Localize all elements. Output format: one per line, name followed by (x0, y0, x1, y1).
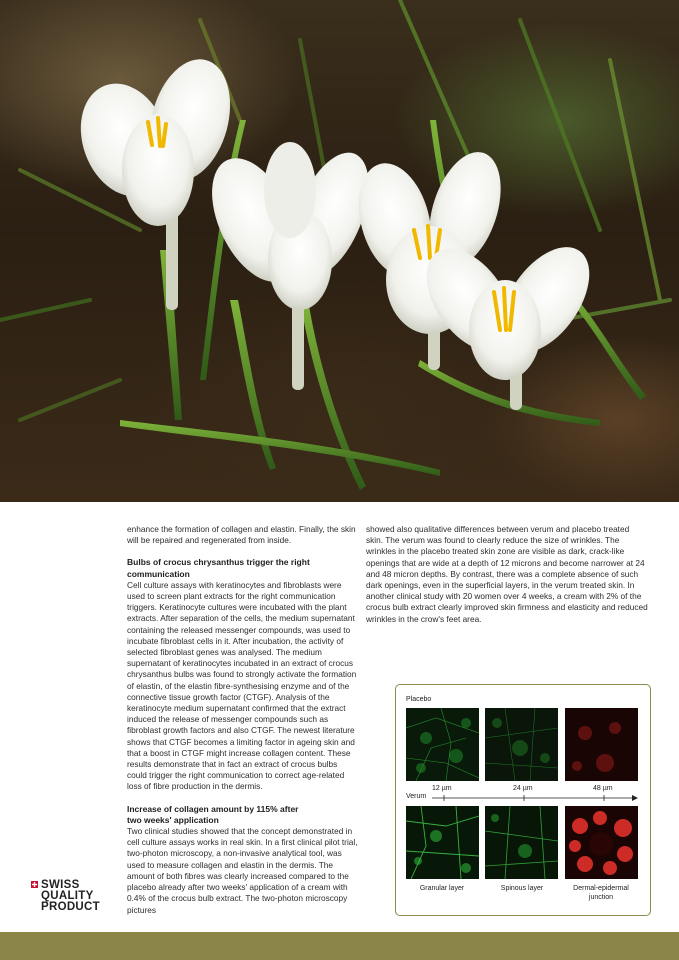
section1-heading: Bulbs of crocus chrysanthus trigger the right communication (127, 557, 310, 579)
logo-line-1: SWISS (41, 879, 80, 891)
verum-spinous-image (485, 806, 558, 879)
verum-label: Verum (406, 793, 427, 800)
intro-paragraph: enhance the formation of collagen and elastin. Finally, the skin will be repaired and regenerated from inside. (127, 524, 356, 546)
depth-24: 24 µm (513, 785, 533, 792)
placebo-granular-image (406, 708, 479, 781)
verum-junction-image (565, 806, 638, 879)
placebo-label: Placebo (406, 696, 432, 703)
section2-body: Two clinical studies showed that the concept demonstrated in cell culture assays works in real skin. In a first clinical pilot trial, two-photon microscopy, a non-invasive analytical tool, was used to measure collagen and elastin in the dermis. The amount of both fibres was clearly increased compared to the placebo already after two weeks' application of a cream with 0.4% of the crocus bulb extract. The two-photon microscopy pictures (127, 826, 358, 915)
caption-junction: Dermal-epidermal junction (573, 885, 629, 901)
section1-body: Cell culture assays with keratinocytes and fibroblasts were used to screen plant extracts for the right communication triggers. Keratinocyte cultures were incubated with the plant extracts. After separation of the cells, the medium supernatant containing the released messenger compounds, was used to incubate fibroblast cells in it. After incubation, the activity of selected fibroblast genes was analysed. The medium supernatant of keratinocytes incubated in an extract of crocus chrysanthus bulbs was found to strongly activate the formation of elastin, of the elastin fibre-synthesising enzyme and of the connective tissue growth factor (CTGF). Analysis of the keratinocyte medium supernatant confirmed that the extract induced the release of messenger compounds such as fibroblast growth factors and also CTGF. The newest literature shows that CTGF becomes a limiting factor in ageing skin and that a boost in CTGF might increase collagen content. These results demonstrate that in fact an extract of crocus bulbs could trigger the right communication to correct age-related loss of fibre production in the dermis. (127, 579, 357, 792)
section2-heading-line1: Increase of collagen amount by 115% after (127, 803, 299, 814)
verum-granular-image (406, 806, 479, 879)
placebo-spinous-image (485, 708, 558, 781)
logo-line-3: PRODUCT (41, 901, 100, 913)
left-column (127, 524, 359, 916)
right-body: showed also qualitative differences between verum and placebo treated skin. The verum was found to clearly reduce the size of wrinkles. The wrinkles in the placebo treated skin zone are visible as dark, crack-like openings that are wide at a depth of 12 microns and become narrower at 24 and 48 micron depths. By contrast, there was a complete absence of such dark openings, even in the superficial layers, in the verum treated skin. In another clinical study with 20 women over 4 weeks, a cream with 2% of the crocus bulb extract clearly improved skin firmness and elasticity and reduced wrinkles in the crow's feet area. (366, 524, 648, 624)
depth-arrow-icon (432, 793, 638, 803)
swiss-cross-icon (31, 881, 38, 888)
caption-spinous: Spinous layer (500, 885, 544, 892)
depth-48: 48 µm (593, 785, 613, 792)
logo-line-2: QUALITY (41, 890, 94, 902)
placebo-junction-image (565, 708, 638, 781)
depth-12: 12 µm (432, 785, 452, 792)
right-column (366, 524, 648, 625)
swiss-quality-logo (31, 880, 101, 913)
footer-band (0, 932, 679, 960)
section2-heading-line2: two weeks' application (127, 814, 219, 825)
caption-granular: Granular layer (419, 885, 465, 892)
microscopy-figure (395, 684, 651, 916)
